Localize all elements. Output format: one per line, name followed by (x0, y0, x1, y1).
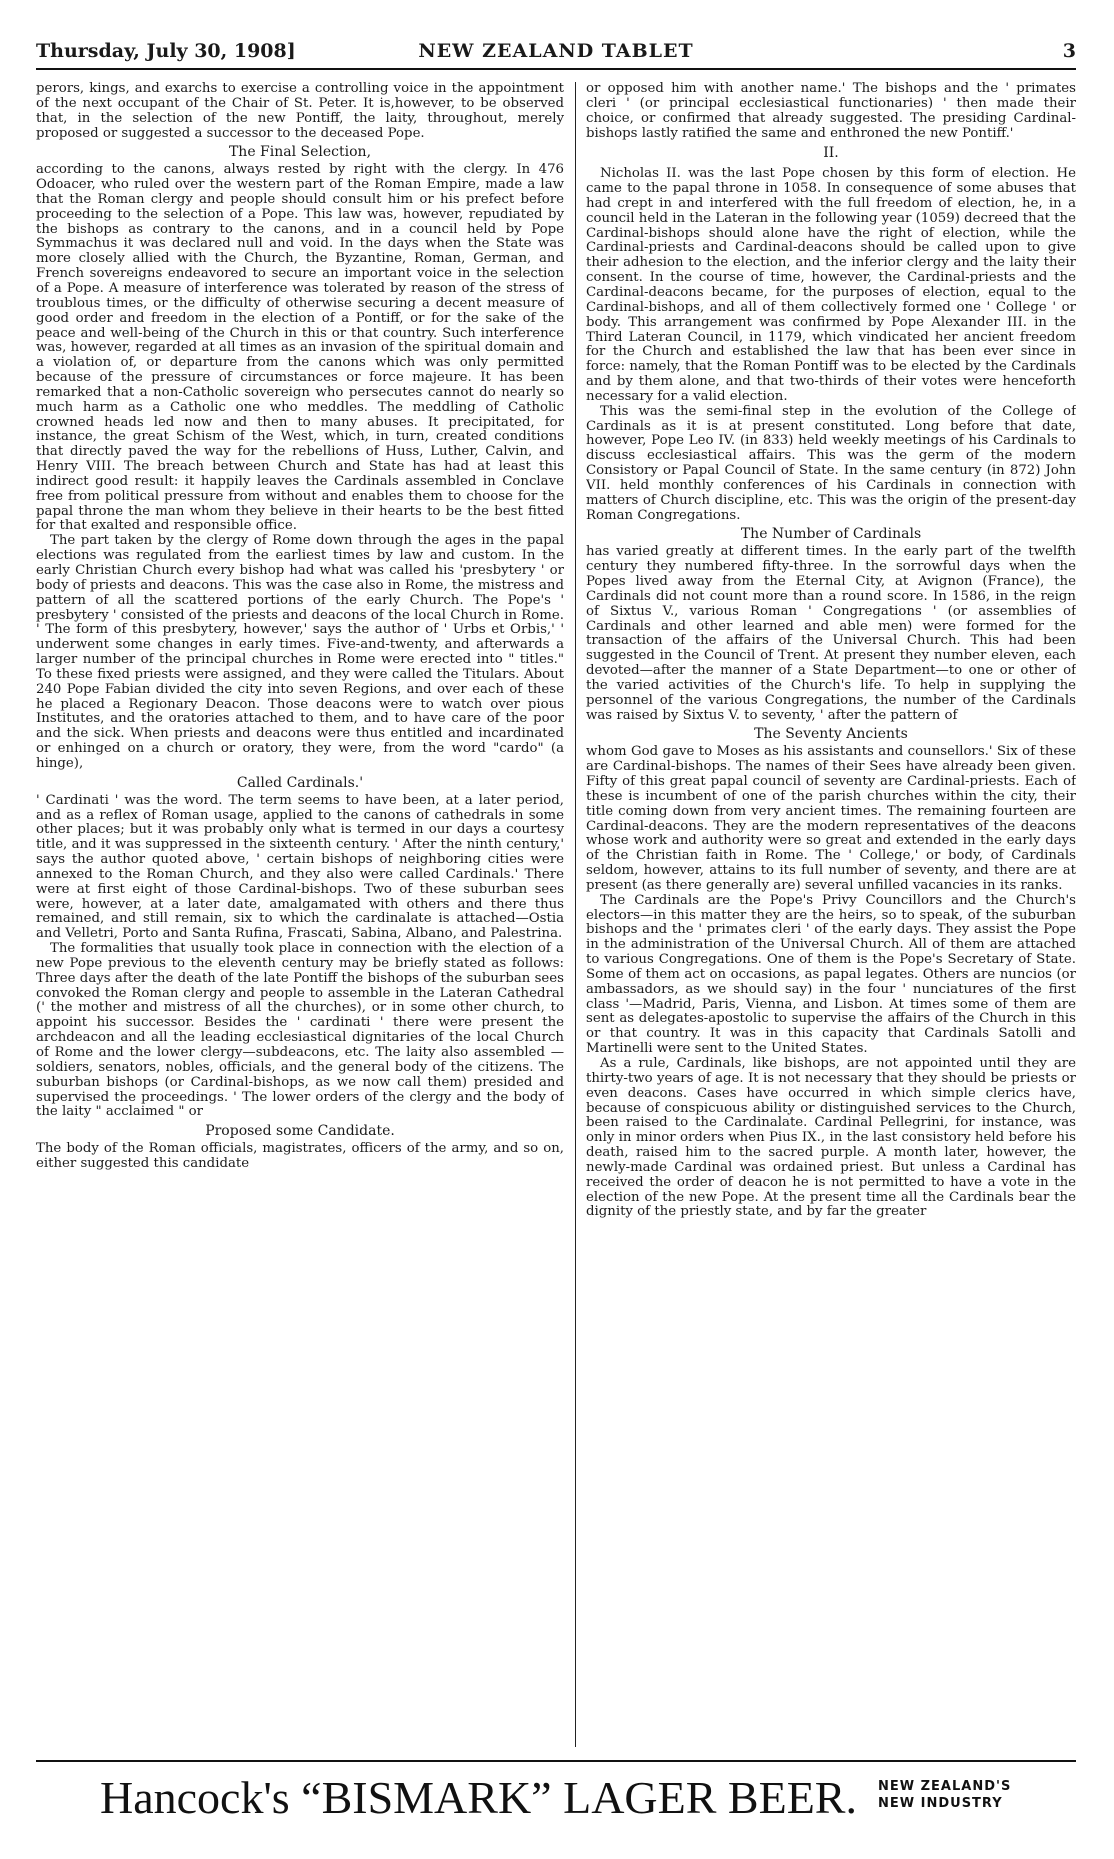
right-subheading: The Number of Cardinals (740, 526, 922, 543)
left-paragraph: The formalities that usually took place in connection with the election of a new Pope previous to the eleventh century may be briefly stated as follows: Three days after the death of the late Pontiff the bishops of the suburban sees convoked the Roman clergy and people to assemble in the Lateran Cathedral (' the mother and mistress of all the churches), or in some other church, to appoint his successor. Besides the ' cardinati ' there were present the archdeacon and all the leading ecclesiastical dignitaries of the local Church of Rome and the lower clergy—subdeacons, etc. The laity also assembled —soldiers, senators, nobles, officials, and the general body of the citizens. The suburban bishops (or Cardinal-bishops, as we now call them) presided and supervised the proceedings. ' The lower orders of the clergy and the body of the laity " acclaimed " or (36, 941, 564, 1120)
right-paragraph: The Cardinals are the Pope's Privy Councillors and the Church's electors—in this matter they are the heirs, so to speak, of the suburban bishops and the ' primates cleri ' of the early days. They assist the Pope in the administration of the Universal Church. All of them are attached to various Congregations. One of them is the Pope's Secretary of State. Some of them act on occasions, as papal legates. Others are nuncios (or ambassadors, as we should say) in the four ' nunciatures of the first class '—Madrid, Paris, Vienna, and Lisbon. At times some of them are sent as delegates-apostolic to supervise the affairs of the Church in this or that country. It was in this capacity that Cardinals Satolli and Martinelli were sent to the United States. (586, 892, 1076, 1057)
right-subheading: The Seventy Ancients (754, 726, 908, 743)
advertisement (36, 1760, 1076, 1834)
left-paragraph: perors, kings, and exarchs to exercise a controlling voice in the appointment of the next occupant of the Chair of St. Peter. It is,however, to be observed that, in the selection of the new Pontiff, the laity, throughout, merely proposed or suggested a successor to the deceased Pope. (36, 82, 564, 141)
newspaper-title: NEW ZEALAND TABLET (418, 40, 694, 62)
right-paragraph: or opposed him with another name.' The bishops and the ' primates cleri ' (or principal ecclesiastical functionaries) ' then made their choice, or confirmed that already suggested. The presiding Cardinal-bishops lastly ratified the same and enthroned the new Pontiff.' (586, 82, 1076, 141)
advert-tagline-line1: NEW ZEALAND'S (878, 1779, 1012, 1794)
page-number: 3 (1062, 40, 1076, 62)
left-subheading: Proposed some Candidate. (205, 1123, 395, 1140)
left-paragraph: The part taken by the clergy of Rome down through the ages in the papal elections was regulated from the earliest times by law and custom. In the early Christian Church every bishop had what was called his 'presbytery ' or body of priests and deacons. This was the case also in Rome, the mistress and pattern of all the scattered portions of the early Church. The Pope's ' presbytery ' consisted of the priests and deacons of the local Church in Rome. ' The form of this presbytery, however,' says the author of ' Urbs et Orbis,' ' underwent some changes in early times. Five-and-twenty, and afterwards a larger number of the principal churches in Rome were erected into " titles." To these fixed priests were assigned, and they were called the Titulars. About 240 Pope Fabian divided the city into seven Regions, and over each of these he placed a Regionary Deacon. Those deacons were to watch over pious Institutes, and the oratories attached to them, and to have care of the poor and the sick. When priests and deacons were thus entitled and incardinated or enhinged on a church or oratory, they were, from the word "cardo" (a hinge), (36, 533, 564, 771)
right-paragraph: whom God gave to Moses as his assistants and counsellors.' Six of these are Cardinal-bishops. The names of their Sees have already been given. Fifty of this great papal council of seventy are Cardinal-priests. Each of these is incumbent of one of the parish churches within the city, their title coming down from very ancient times. The remaining fourteen are Cardinal-deacons. They are the modern representatives of the deacons whose work and authority were so great and extended in the early days of the Christian faith in Rome. The ' College,' or body, of Cardinals seldom, however, attains to its full number of seventy, and there are at present (as there generally are) several unfilled vacancies in its ranks. (586, 744, 1076, 893)
left-paragraph: ' Cardinati ' was the word. The term seems to have been, at a later period, and as a reflex of Roman usage, applied to the canons of cathedrals in some other places; but it was probably only what is termed in our days a courtesy title, and it was suppressed in the sixteenth century. ' After the ninth century,' says the author quoted above, ' certain bishops of neighboring cities were annexed to the Roman Church, and they also were called Cardinals.' There were at first eight of those Cardinal-bishops. Two of these suburban sees were, however, at a later date, amalgamated with others and there thus remained, and still remain, six to which the cardinalate is attached—Ostia and Velletri, Porto and Santa Rufina, Frascati, Sabina, Albano, and Palestrina. (36, 792, 564, 942)
right-paragraph: As a rule, Cardinals, like bishops, are not appointed until they are thirty-two years of age. It is not necessary that they should be priests or even deacons. Cases have occurred in which simple clerics have, because of conspicuous ability or distinguished services to the Church, been raised to the Cardinalate. Cardinal Pellegrini, for instance, was only in minor orders when Pius IX., in the last consistory held before his death, raised him to the sacred purple. A month later, however, the newly-made Cardinal was ordained priest. But unless a Cardinal has received the order of deacon he is not permitted to have a vote in the election of the new Pope. At the present time all the Cardinals bear the dignity of the priestly state, and by far the greater (586, 1056, 1076, 1220)
masthead (36, 36, 1076, 70)
right-paragraph: Nicholas II. was the last Pope chosen by this form of election. He came to the papal throne in 1058. In consequence of some abuses that had crept in and interfered with the full freedom of election, he, in a council held in the Lateran in the following year (1059) decreed that the Cardinal-bishops should alone have the right of election, while the Cardinal-priests and Cardinal-deacons should be called upon to give their adhesion to the election, and the inferior clergy and the laity their consent. In the course of time, however, the Cardinal-priests and the Cardinal-deacons became, for the purposes of election, equal to the Cardinal-bishops, and all of them collectively formed one ' College ' or body. This arrangement was confirmed by Pope Alexander III. in the Third Lateran Council, in 1179, which vindicated her ancient freedom for the Church and established the law that has been ever since in force: namely, that the Roman Pontiff was to be elected by the Cardinals and by them alone, and that two-thirds of their votes were henceforth necessary for a valid election. (586, 166, 1076, 404)
right-paragraph: This was the semi-final step in the evolution of the College of Cardinals as it is at present constituted. Long before that date, however, Pope Leo IV. (in 833) held weekly meetings of his Cardinals to discuss ecclesiastical affairs. This was the germ of the modern Consistory or Papal Council of State. In the same century (in 872) John VII. held monthly conferences of his Cardinals in connection with matters of Church discipline, etc. This was the origin of the present-day Roman Congregations. (586, 403, 1076, 523)
article-column-left (36, 82, 564, 1752)
left-subheading: The Final Selection, (228, 144, 372, 161)
advert-headline: Hancock's “BISMARK” LAGER BEER. (100, 1772, 857, 1823)
advert-tagline-line2: NEW INDUSTRY (878, 1796, 1003, 1811)
left-paragraph: according to the canons, always rested by right with the clergy. In 476 Odoacer, who ruled over the western part of the Roman Empire, made a law that the Roman clergy and people should consult him or his prefect before proceeding to the selection of a Pope. This law was, however, repudiated by the bishops as contrary to the canons, and in a council held by Pope Symmachus it was declared null and void. In the days when the State was more closely allied with the Church, the Byzantine, Roman, German, and French sovereigns endeavored to secure an important voice in the selection of a Pope. A measure of interference was tolerated by reason of the stress of troublous times, or the difficulty of otherwise securing a decent measure of good order and freedom in the election of a Pontiff, or for the sake of the peace and well-being of the Church in this or that country. Such interference was, however, regarded at all times as an invasion of the spiritual domain and a violation of, or departure from the canons which was only permitted because of the pressure of circumstances or force majeure. It has been remarked that a non-Catholic sovereign who persecutes cannot do nearly so much harm as a Catholic one who meddles. The meddling of Catholic crowned heads led now and then to many abuses. It precipitated, for instance, the great Schism of the West, which, in turn, created conditions that directly paved the way for the rebellions of Huss, Luther, Calvin, and Henry VIII. The breach between Church and State has had at least this indirect good result: it happily leaves the Cardinals assembled in Conclave free from political pressure from without and enables them to choose for the papal throne the man whom they believe in their hearts to be the best fitted for that exalted and responsible office. (36, 162, 564, 534)
issue-date: Thursday, July 30, 1908] (36, 40, 296, 62)
article-column-right (586, 82, 1076, 1752)
right-paragraph: has varied greatly at different times. In the early part of the twelfth century they numbered fifty-three. In the sorrowful days when the Popes lived away from the Eternal City, at Avignon (France), the Cardinals did not count more than a round score. In 1586, in the reign of Sixtus V., various Roman ' Congregations ' (or assemblies of Cardinals and other learned and able men) were formed for the transaction of the affairs of the Universal Church. This had been suggested in the Council of Trent. At present they number eleven, each devoted—after the manner of a State Department—to one or other of the varied activities of the Church's life. To help in supplying the personnel of the various Congregations, the number of the Cardinals was raised by Sixtus V. to seventy, ' after the pattern of (586, 544, 1076, 723)
advert-tagline (878, 1778, 1011, 1812)
right-section-number: II. (823, 145, 839, 162)
column-divider (575, 82, 576, 1747)
left-subheading: Called Cardinals.' (236, 774, 364, 791)
left-paragraph: The body of the Roman officials, magistrates, officers of the army, and so on, either suggested this candidate (36, 1141, 564, 1171)
